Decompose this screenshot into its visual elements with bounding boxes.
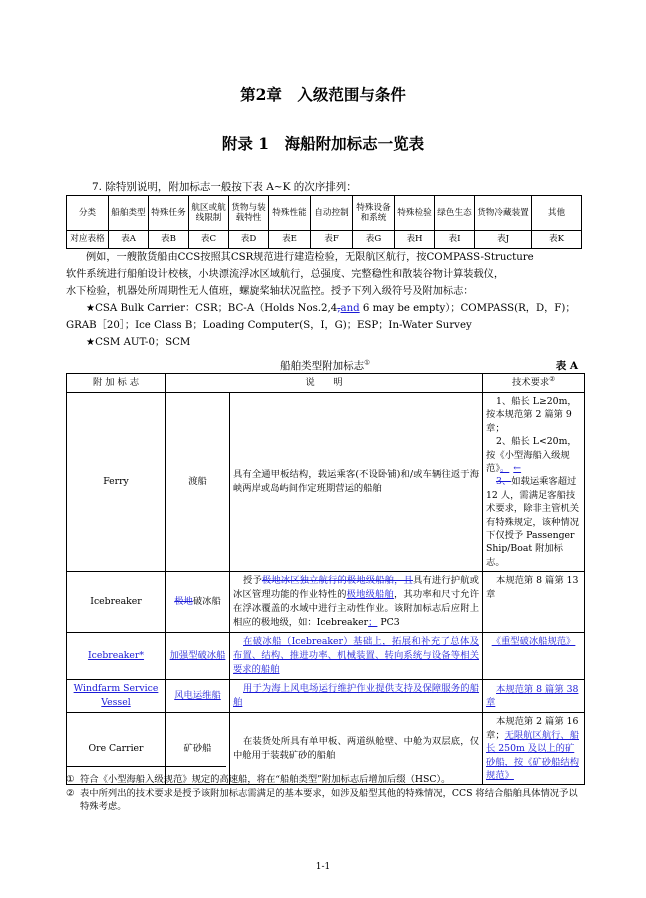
notation-en: Ore Carrier: [67, 713, 166, 785]
order-table-table-row: [67, 231, 582, 249]
notation-cn: 极地破冰船: [166, 572, 230, 633]
order-table-ref: 表I: [435, 231, 475, 249]
requirement-deletion: 3、: [496, 476, 512, 488]
order-table: [66, 195, 582, 249]
table-row: [67, 680, 585, 713]
order-table-ref: 表C: [189, 231, 229, 249]
notation-cn: 加强型破冰船: [166, 633, 230, 680]
order-table-ref: 表H: [395, 231, 435, 249]
csa-text-b: 6 may be empty）；COMPASS(R，D，F)；: [359, 303, 576, 314]
notation-en: Icebreaker*: [67, 633, 166, 680]
notation-description: 用于为海上风电场运行维护作业提供支持及保障服务的船舶: [230, 680, 483, 713]
requirement-item: 2、船长 L<20m，按《小型海船入级规范》。 ←: [486, 436, 577, 475]
table-a-title: 船舶类型附加标志①: [280, 358, 370, 372]
order-category: 货物冷藏装置: [475, 196, 532, 231]
notation-requirement: 《重型破冰船规范》: [483, 633, 585, 680]
footnote-mark: ①: [66, 774, 75, 785]
header-requirement: 技术要求②: [483, 374, 585, 393]
requirement-item: 1、船长 L≥20m，按本规范第 2 篇第 9 章；: [486, 396, 577, 434]
notation-en: Windfarm Service Vessel: [67, 680, 166, 713]
order-category: 特殊性能: [269, 196, 311, 231]
order-category: 特殊检验: [395, 196, 435, 231]
table-row: [67, 633, 585, 680]
requirement-item: 3、如载运乘客超过 12 人，需满足客船技术要求，除非主管机关有特殊规定，该种情况下仅授予 Passenger Ship/Boat 附加标志。: [486, 476, 579, 568]
header-description: 说 明: [166, 374, 483, 393]
csa-text-a: ★CSA Bulk Carrier：CSR；BC-A（Holds Nos.2,4: [86, 303, 338, 314]
csa-notation: [66, 300, 586, 317]
type-table-header: [67, 374, 585, 393]
order-category: 货物与装载特性: [229, 196, 269, 231]
chapter-title: 第2章 入级范围与条件: [240, 85, 406, 104]
order-table-ref: 表D: [229, 231, 269, 249]
notation-en: Icebreaker: [67, 572, 166, 633]
footnote-text: 表中所列出的技术要求是授予该附加标志需满足的基本要求，如涉及船型其他的特殊情况，CCS 将结合船舶具体情况予以特殊考虑。: [80, 788, 578, 812]
notation-requirement: 本规范第 8 篇第 13 章: [483, 572, 585, 633]
order-category: 航区或航线限制: [189, 196, 229, 231]
requirement-insertion: 无限航区航行、船长 250m 及以上的矿砂船，按《矿砂船结构规范》: [486, 729, 580, 781]
footnote-divider: [66, 766, 226, 767]
order-paragraph: 7. 除特别说明，附加标志一般按下表 A~K 的次序排列：: [92, 181, 357, 193]
description-insertion: 极地级船舶: [346, 589, 394, 601]
order-category: 船舶类型: [109, 196, 149, 231]
footnote-2: [66, 787, 586, 813]
order-table-ref: 表G: [353, 231, 395, 249]
order-category: 特殊设备和系统: [353, 196, 395, 231]
return-arrow-icon: ←: [513, 463, 522, 475]
notation-description: 具有全通甲板结构，载运乘客(不设卧铺)和/或车辆往返于海峡两岸或岛屿间作定班期营运的船舶: [230, 393, 483, 572]
requirement-insertion: 。: [499, 463, 510, 475]
order-table-ref: 表K: [532, 231, 582, 249]
notation-cn-deletion: 极地: [174, 596, 193, 608]
order-category: 绿色生态: [435, 196, 475, 231]
header-notation: 附 加 标 志: [67, 374, 166, 393]
footnote-text: 符合《小型海船入级规范》规定的高速船，将在“船舶类型”附加标志后增加后缀（HSC）。: [80, 774, 451, 785]
notation-description: 授予极地冰区独立航行的极地级船舶，且具有进行护航或冰区管理功能的作业特性的极地级船舶，其功率和尺寸允许在浮冰覆盖的水域中进行主动性作业。该附加标志后应附上相应的极地级，如：Icebreaker； PC3: [230, 572, 483, 633]
table-a-label: 表 A: [555, 360, 578, 372]
example-line-3: 水下检验，机器处所周期性无人值班，螺旋桨轴状况监控。授予下列入级符号及附加标志：: [66, 286, 474, 297]
notation-requirement: [483, 393, 585, 572]
example-line-1: 例如，一艘散货船由CCS按照其CSR规范进行建造检验，无限航区航行，按COMPASS-Structure: [86, 252, 534, 263]
notation-description: 在装货处所具有单甲板、两道纵舱壁、中舱为双层底，仅中舱用于装载矿砂的船舶: [230, 713, 483, 785]
order-row-label: 对应表格: [67, 231, 109, 249]
notation-requirement: 本规范第 2 篇第 16 章；无限航区航行、船长 250m 及以上的矿砂船，按《矿砂船结构规范》: [483, 713, 585, 785]
order-table-category-row: [67, 196, 582, 231]
order-category: 其他: [532, 196, 582, 231]
table-row: [67, 393, 585, 572]
notation-cn: 矿砂船: [166, 713, 230, 785]
description-deletion: 极地冰区独立航行的极地级船舶，且: [261, 575, 414, 587]
order-table-ref: 表A: [109, 231, 149, 249]
order-header-label: 分类: [67, 196, 109, 231]
order-category: 特殊任务: [149, 196, 189, 231]
csa-deletion: ,: [337, 303, 341, 314]
notation-requirement: 本规范第 8 篇第 38 章: [483, 680, 585, 713]
page-number: 1-1: [315, 862, 331, 872]
table-row: [67, 572, 585, 633]
order-table-ref: 表J: [475, 231, 532, 249]
notation-description: 在破冰船（Icebreaker）基础上，拓展和补充了总体及布置、结构、推进功率、机械装置、转向系统与设备等相关要求的船舶: [230, 633, 483, 680]
order-table-ref: 表E: [269, 231, 311, 249]
footnote-ref-1: ①: [364, 358, 370, 367]
appendix-title: 附录 1 海船附加标志一览表: [221, 134, 425, 153]
footnote-mark: ②: [66, 788, 75, 799]
notation-en: Ferry: [67, 393, 166, 572]
order-category: 自动控制: [311, 196, 353, 231]
csm-notation: ★CSM AUT-0；SCM: [86, 337, 191, 348]
type-table: [66, 373, 585, 785]
grab-notation: GRAB［20］；Ice Class B；Loading Computer(S，I，G)；ESP；In-Water Survey: [66, 320, 472, 331]
example-line-2: 软件系统进行船舶设计校核，小块漂流浮冰区域航行，总强度、完整稳性和散装谷物计算装载仪，: [66, 269, 505, 280]
order-table-ref: 表F: [311, 231, 353, 249]
order-table-ref: 表B: [149, 231, 189, 249]
footnote-ref-2: ②: [549, 374, 556, 383]
notation-cn: 风电运维船: [166, 680, 230, 713]
table-a-caption: [66, 358, 584, 372]
description-insertion: ；: [368, 617, 378, 629]
csa-insertion: and: [340, 303, 360, 314]
footnote-1: [66, 773, 586, 786]
notation-cn: 渡船: [166, 393, 230, 572]
